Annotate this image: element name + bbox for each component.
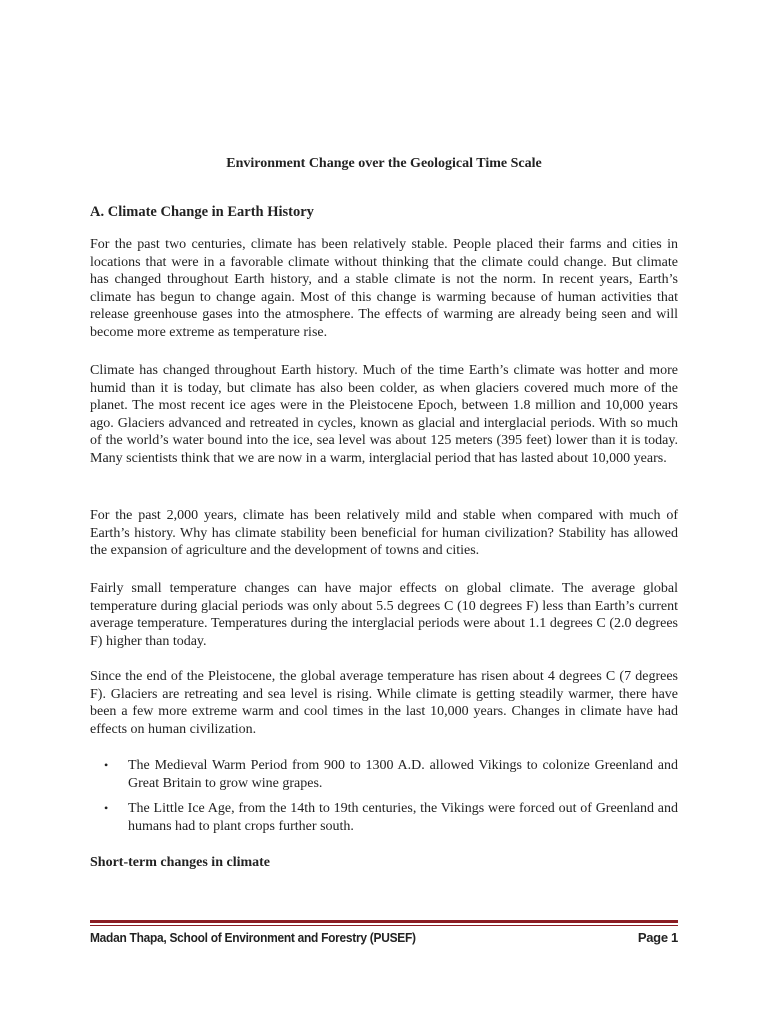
- list-item: [90, 800, 678, 835]
- subheading: Short-term changes in climate: [90, 855, 271, 870]
- paragraph-1: For the past two centuries, climate has been relatively stable. People placed their farms and cities in locations that were in a favorable climate without thinking that the climate could change. But climate has changed throughout Earth history, and a stable climate is not the norm. In recent years, Earth’s climate has begun to change again. Most of this change is warming because of human activities that release greenhouse gases into the atmosphere. The effects of warming are already being seen and will become more extreme as temperature rise.: [90, 237, 678, 340]
- paragraph-2: Climate has changed throughout Earth history. Much of the time Earth’s climate was hotter and more humid than it is today, but climate has also been colder, as when glaciers covered much more of the planet. The most recent ice ages were in the Pleistocene Epoch, between 1.8 million and 10,000 years ago. Glaciers advanced and retreated in cycles, known as glacial and interglacial periods. With so much of the world’s water bound into the ice, sea level was about 125 meters (395 feet) lower than it is today. Many scientists think that we are now in a warm, interglacial period that has lasted about 10,000 years.: [90, 363, 678, 466]
- bullet-text: The Little Ice Age, from the 14th to 19th centuries, the Vikings were forced out of Greenland and humans had to plant crops further south.: [128, 801, 678, 834]
- bullet-icon: •: [104, 801, 109, 816]
- footer-divider-thin: [90, 925, 678, 926]
- page-number: Page 1: [637, 930, 678, 945]
- document-title: Environment Change over the Geological Time Scale: [226, 156, 542, 171]
- bullet-text: The Medieval Warm Period from 900 to 1300 A.D. allowed Vikings to colonize Greenland and Great Britain to grow wine grapes.: [128, 758, 678, 791]
- footer-divider: [90, 920, 678, 923]
- list-item: [90, 757, 678, 792]
- paragraph-3: For the past 2,000 years, climate has been relatively mild and stable when compared with much of Earth’s history. Why has climate stability been beneficial for human civilization? Stability has allowed the expansion of agriculture and the development of towns and cities.: [90, 508, 678, 559]
- section-heading: A. Climate Change in Earth History: [90, 204, 314, 220]
- paragraph-4: Fairly small temperature changes can have major effects on global climate. The average global temperature during glacial periods was only about 5.5 degrees C (10 degrees F) less than Earth’s current average temperature. Temperatures during the interglacial periods were about 1.1 degrees C (2.0 degrees F) higher than today.: [90, 581, 678, 649]
- paragraph-5: Since the end of the Pleistocene, the global average temperature has risen about 4 degrees C (7 degrees F). Glaciers are retreating and sea level is rising. While climate is getting steadily warmer, there have been a few more extreme warm and cool times in the last 10,000 years. Changes in climate have had effects on human civilization.: [90, 669, 678, 737]
- footer-author: Madan Thapa, School of Environment and Forestry (PUSEF): [90, 930, 416, 945]
- bullet-list: [90, 757, 678, 843]
- bullet-icon: •: [104, 758, 109, 772]
